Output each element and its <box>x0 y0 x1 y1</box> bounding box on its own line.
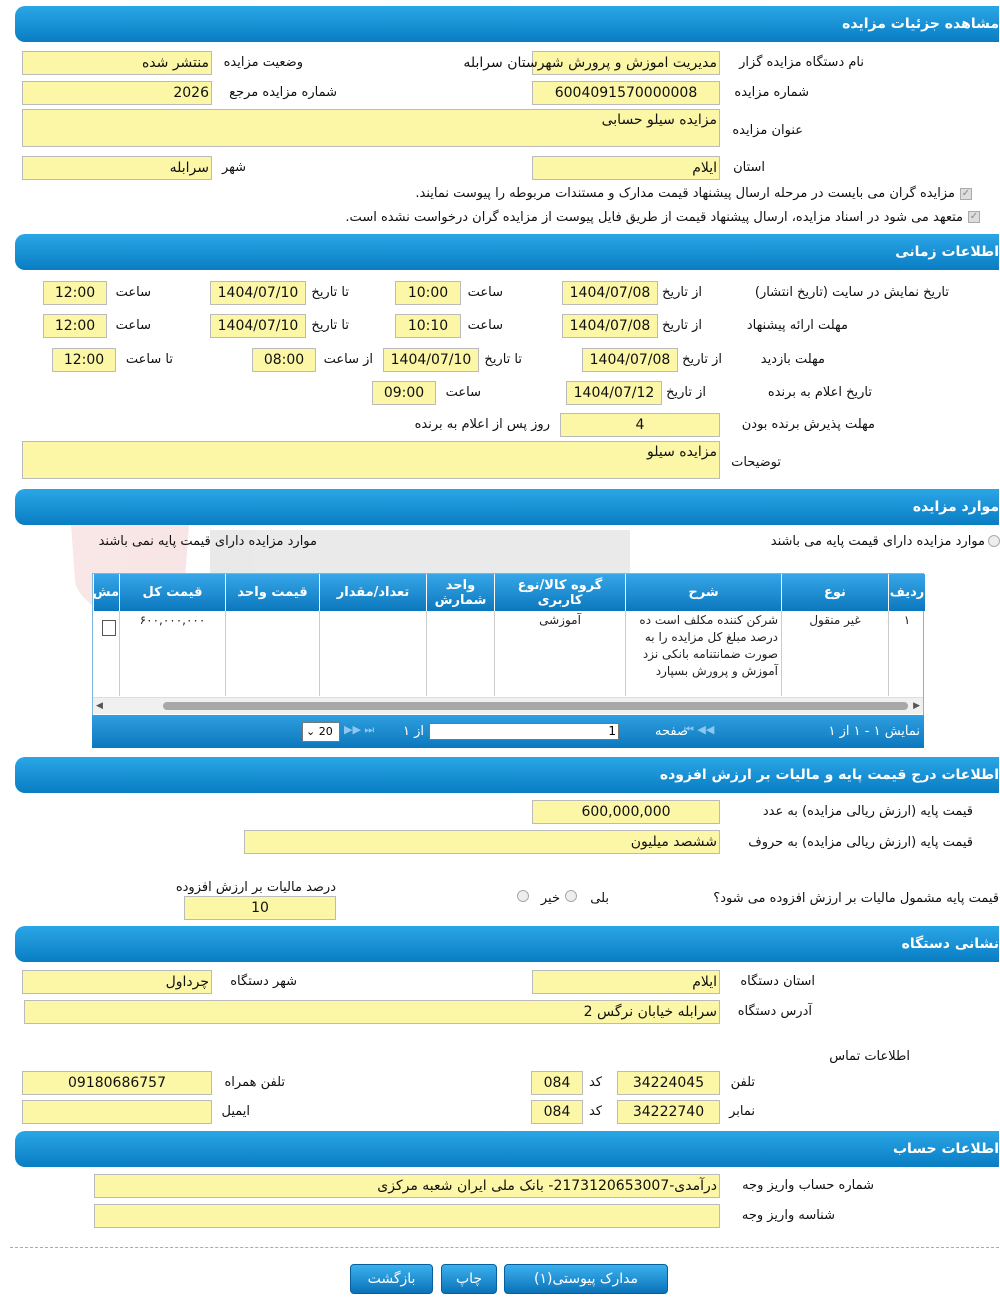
commit-checkbox[interactable]: ✓ <box>969 211 979 222</box>
phone-field: 34224045 <box>617 1071 720 1095</box>
cell-unit <box>426 611 494 696</box>
offer-to-hour-label: ساعت <box>115 318 151 333</box>
page-number-input[interactable]: 1 <box>429 723 619 740</box>
col-header-unit-price: قیمت واحد <box>225 574 319 611</box>
province-field: ایلام <box>532 156 720 180</box>
scrollbar-thumb[interactable] <box>163 702 908 710</box>
mobile-label: تلفن همراه <box>224 1075 285 1090</box>
cell-type: غیر منقول <box>781 611 888 696</box>
col-header-group: گروه کالا/نوع کاربری <box>494 574 625 611</box>
attach-docs-text: مزایده گران می بایست در مرحله ارسال پیشنهاد قیمت مدارک و مستندات مربوطه را پیوست نمایند. <box>415 186 955 201</box>
col-header-unit: واحد شمارش <box>426 574 494 611</box>
pager-display: نمایش ۱ - ۱ از ۱ <box>828 724 920 739</box>
time-section-header: اطلاعات زمانی <box>15 234 999 270</box>
horizontal-scrollbar[interactable] <box>93 697 923 714</box>
announce-from-label: از تاریخ <box>666 385 706 400</box>
scroll-left-icon[interactable]: ◀ <box>96 701 103 711</box>
org-province-label: استان دستگاه <box>740 974 815 989</box>
org-field: مدیریت اموزش و پرورش شهرستان سرابله <box>532 51 720 75</box>
accept-days-field: 4 <box>560 413 720 437</box>
status-field: منتشر شده <box>22 51 212 75</box>
attachments-button[interactable]: مدارک پیوستی(۱) <box>504 1264 668 1294</box>
pager-of: از ۱ <box>402 724 424 739</box>
phone-code-label: کد <box>588 1075 602 1090</box>
desc-field: مزایده سیلو <box>22 441 720 479</box>
offer-deadline-label: مهلت ارائه پیشنهاد <box>746 318 848 333</box>
ref-number-field: 2026 <box>22 81 212 105</box>
address-section-header: نشانی دستگاه <box>15 926 999 962</box>
cell-qty <box>319 611 426 696</box>
base-text-label: قیمت پایه (ارزش ریالی مزایده) به حروف <box>748 835 973 850</box>
announce-time-field: 09:00 <box>372 381 436 405</box>
fax-code-label: کد <box>588 1104 602 1119</box>
visit-from-label: از تاریخ <box>682 352 722 367</box>
vat-question: قیمت پایه مشمول مالیات بر ارزش افزوده می شود؟ <box>713 891 999 906</box>
details-section-header: مشاهده جزئیات مزایده <box>15 6 999 42</box>
visit-deadline-label: مهلت بازدید <box>760 352 825 367</box>
announce-hour-label: ساعت <box>445 385 481 400</box>
col-header-index: ردیف <box>888 574 925 611</box>
col-header-desc: شرح <box>625 574 781 611</box>
email-field <box>22 1100 212 1124</box>
offer-to-field: 1404/07/10 <box>210 314 306 338</box>
province-label: استان <box>733 160 765 175</box>
offer-from-time-field: 10:10 <box>395 314 461 338</box>
display-to-hour-label: ساعت <box>115 285 151 300</box>
ref-number-label: شماره مزایده مرجع <box>229 85 337 100</box>
cell-more <box>93 611 119 696</box>
scroll-right-icon[interactable]: ▶ <box>913 701 920 711</box>
account-number-field: درآمدی-2173120653007- بانک ملی ایران شعبه مرکزی <box>94 1174 720 1198</box>
vat-no-label: خیر <box>540 891 560 906</box>
account-id-label: شناسه واریز وجه <box>741 1208 835 1223</box>
org-province-field: ایلام <box>532 970 720 994</box>
contact-info-label: اطلاعات تماس <box>829 1049 910 1064</box>
cell-index: ۱ <box>888 611 925 696</box>
base-num-field: 600,000,000 <box>532 800 720 824</box>
commit-text: متعهد می شود در اسناد مزایده، ارسال پیشنهاد قیمت از طریق فایل پیوست از مزایده گران درخواست نشده است. <box>345 210 963 225</box>
page-size-value: 20 <box>318 725 333 738</box>
visit-to-label: تا تاریخ <box>484 352 522 367</box>
vat-yes-label: بلی <box>590 891 609 906</box>
org-city-label: شهر دستگاه <box>230 974 297 989</box>
org-city-field: چرداول <box>22 970 212 994</box>
col-header-more: مش <box>93 574 119 611</box>
base-text-field: ششصد میلیون <box>244 830 720 854</box>
account-number-label: شماره حساب واریز وجه <box>742 1178 874 1193</box>
announce-date-label: تاریخ اعلام به برنده <box>767 385 872 400</box>
visit-from-hour-label: از ساعت <box>323 352 373 367</box>
without-base-price-label: موارد مزایده دارای قیمت پایه نمی باشند <box>98 534 317 549</box>
display-from-label: از تاریخ <box>662 285 702 300</box>
price-section-header: اطلاعات درج قیمت پایه و مالیات بر ارزش افزوده <box>15 757 999 793</box>
first-page-icon[interactable]: ⏮ ◀◀ <box>684 723 715 736</box>
cell-desc: شرکن کننده مکلف است ده درصد مبلغ کل مزایده را به صورت ضمانتنامه بانکی نزد آموزش و پرورش بسپارد <box>625 611 781 696</box>
offer-to-time-field: 12:00 <box>43 314 107 338</box>
display-to-time-field: 12:00 <box>43 281 107 305</box>
items-section-header: موارد مزایده <box>15 489 999 525</box>
number-field: 6004091570000008 <box>532 81 720 105</box>
cell-group: آموزشی <box>494 611 625 696</box>
fax-label: نمابر <box>729 1104 755 1119</box>
title-label: عنوان مزایده <box>732 123 803 138</box>
visit-to-hour-label: تا ساعت <box>125 352 173 367</box>
col-header-qty: تعداد/مقدار <box>319 574 426 611</box>
pager-page-label: صفحه <box>655 724 688 739</box>
account-section-header: اطلاعات حساب <box>15 1131 999 1167</box>
phone-code-field: 084 <box>531 1071 583 1095</box>
base-num-label: قیمت پایه (ارزش ریالی مزایده) به عدد <box>762 804 973 819</box>
announce-from-field: 1404/07/12 <box>566 381 662 405</box>
back-button[interactable]: بازگشت <box>350 1264 433 1294</box>
org-address-field: سرابله خیابان نرگس 2 <box>24 1000 720 1024</box>
attach-docs-checkbox[interactable]: ✓ <box>961 188 971 199</box>
offer-from-hour-label: ساعت <box>467 318 503 333</box>
page-size-arrow-icon: ⌄ <box>306 725 316 738</box>
col-header-type: نوع <box>781 574 888 611</box>
row-action-icon[interactable] <box>102 620 116 636</box>
offer-to-label: تا تاریخ <box>311 318 349 333</box>
display-from-time-field: 10:00 <box>395 281 461 305</box>
account-id-field <box>94 1204 720 1228</box>
title-field: مزایده سیلو حسابی <box>22 109 720 147</box>
vat-percent-field: 10 <box>184 896 336 920</box>
status-label: وضعیت مزایده <box>223 55 303 70</box>
display-date-label: تاریخ نمایش در سایت (تاریخ انتشار) <box>754 285 949 300</box>
divider <box>10 1247 999 1248</box>
display-from-hour-label: ساعت <box>467 285 503 300</box>
org-address-label: آدرس دستگاه <box>737 1004 812 1019</box>
with-base-price-radio[interactable] <box>988 535 1000 547</box>
last-page-icon[interactable]: ▶▶ ⏭ <box>344 723 375 736</box>
visit-from-field: 1404/07/08 <box>582 348 678 372</box>
offer-from-field: 1404/07/08 <box>562 314 658 338</box>
accept-deadline-label: مهلت پذیرش برنده بودن <box>741 417 875 432</box>
with-base-price-label: موارد مزایده دارای قیمت پایه می باشند <box>770 534 985 549</box>
display-to-field: 1404/07/10 <box>210 281 306 305</box>
cell-total: ۶۰۰,۰۰۰,۰۰۰ <box>119 611 225 696</box>
offer-from-label: از تاریخ <box>662 318 702 333</box>
mobile-field: 09180686757 <box>22 1071 212 1095</box>
vat-percent-label: درصد مالیات بر ارزش افزوده <box>175 880 336 895</box>
cell-unit-price <box>225 611 319 696</box>
number-label: شماره مزایده <box>734 85 809 100</box>
print-button[interactable]: چاپ <box>441 1264 497 1294</box>
visit-to-time-field: 12:00 <box>52 348 116 372</box>
city-label: شهر <box>221 160 246 175</box>
display-from-field: 1404/07/08 <box>562 281 658 305</box>
email-label: ایمیل <box>221 1104 250 1119</box>
city-field: سرابله <box>22 156 212 180</box>
fax-code-field: 084 <box>531 1100 583 1124</box>
page-size-select[interactable] <box>302 722 340 742</box>
vat-yes-radio[interactable] <box>565 890 577 902</box>
accept-suffix: روز پس از اعلام به برنده <box>414 417 550 432</box>
col-header-total: قیمت کل <box>119 574 225 611</box>
visit-from-time-field: 08:00 <box>252 348 316 372</box>
org-label: نام دستگاه مزایده گزار <box>739 55 864 70</box>
vat-no-radio[interactable] <box>517 890 529 902</box>
desc-label: توضیحات <box>731 455 781 470</box>
grid-pager <box>92 715 924 748</box>
visit-to-field: 1404/07/10 <box>383 348 479 372</box>
phone-label: تلفن <box>730 1075 755 1090</box>
display-to-label: تا تاریخ <box>311 285 349 300</box>
fax-field: 34222740 <box>617 1100 720 1124</box>
